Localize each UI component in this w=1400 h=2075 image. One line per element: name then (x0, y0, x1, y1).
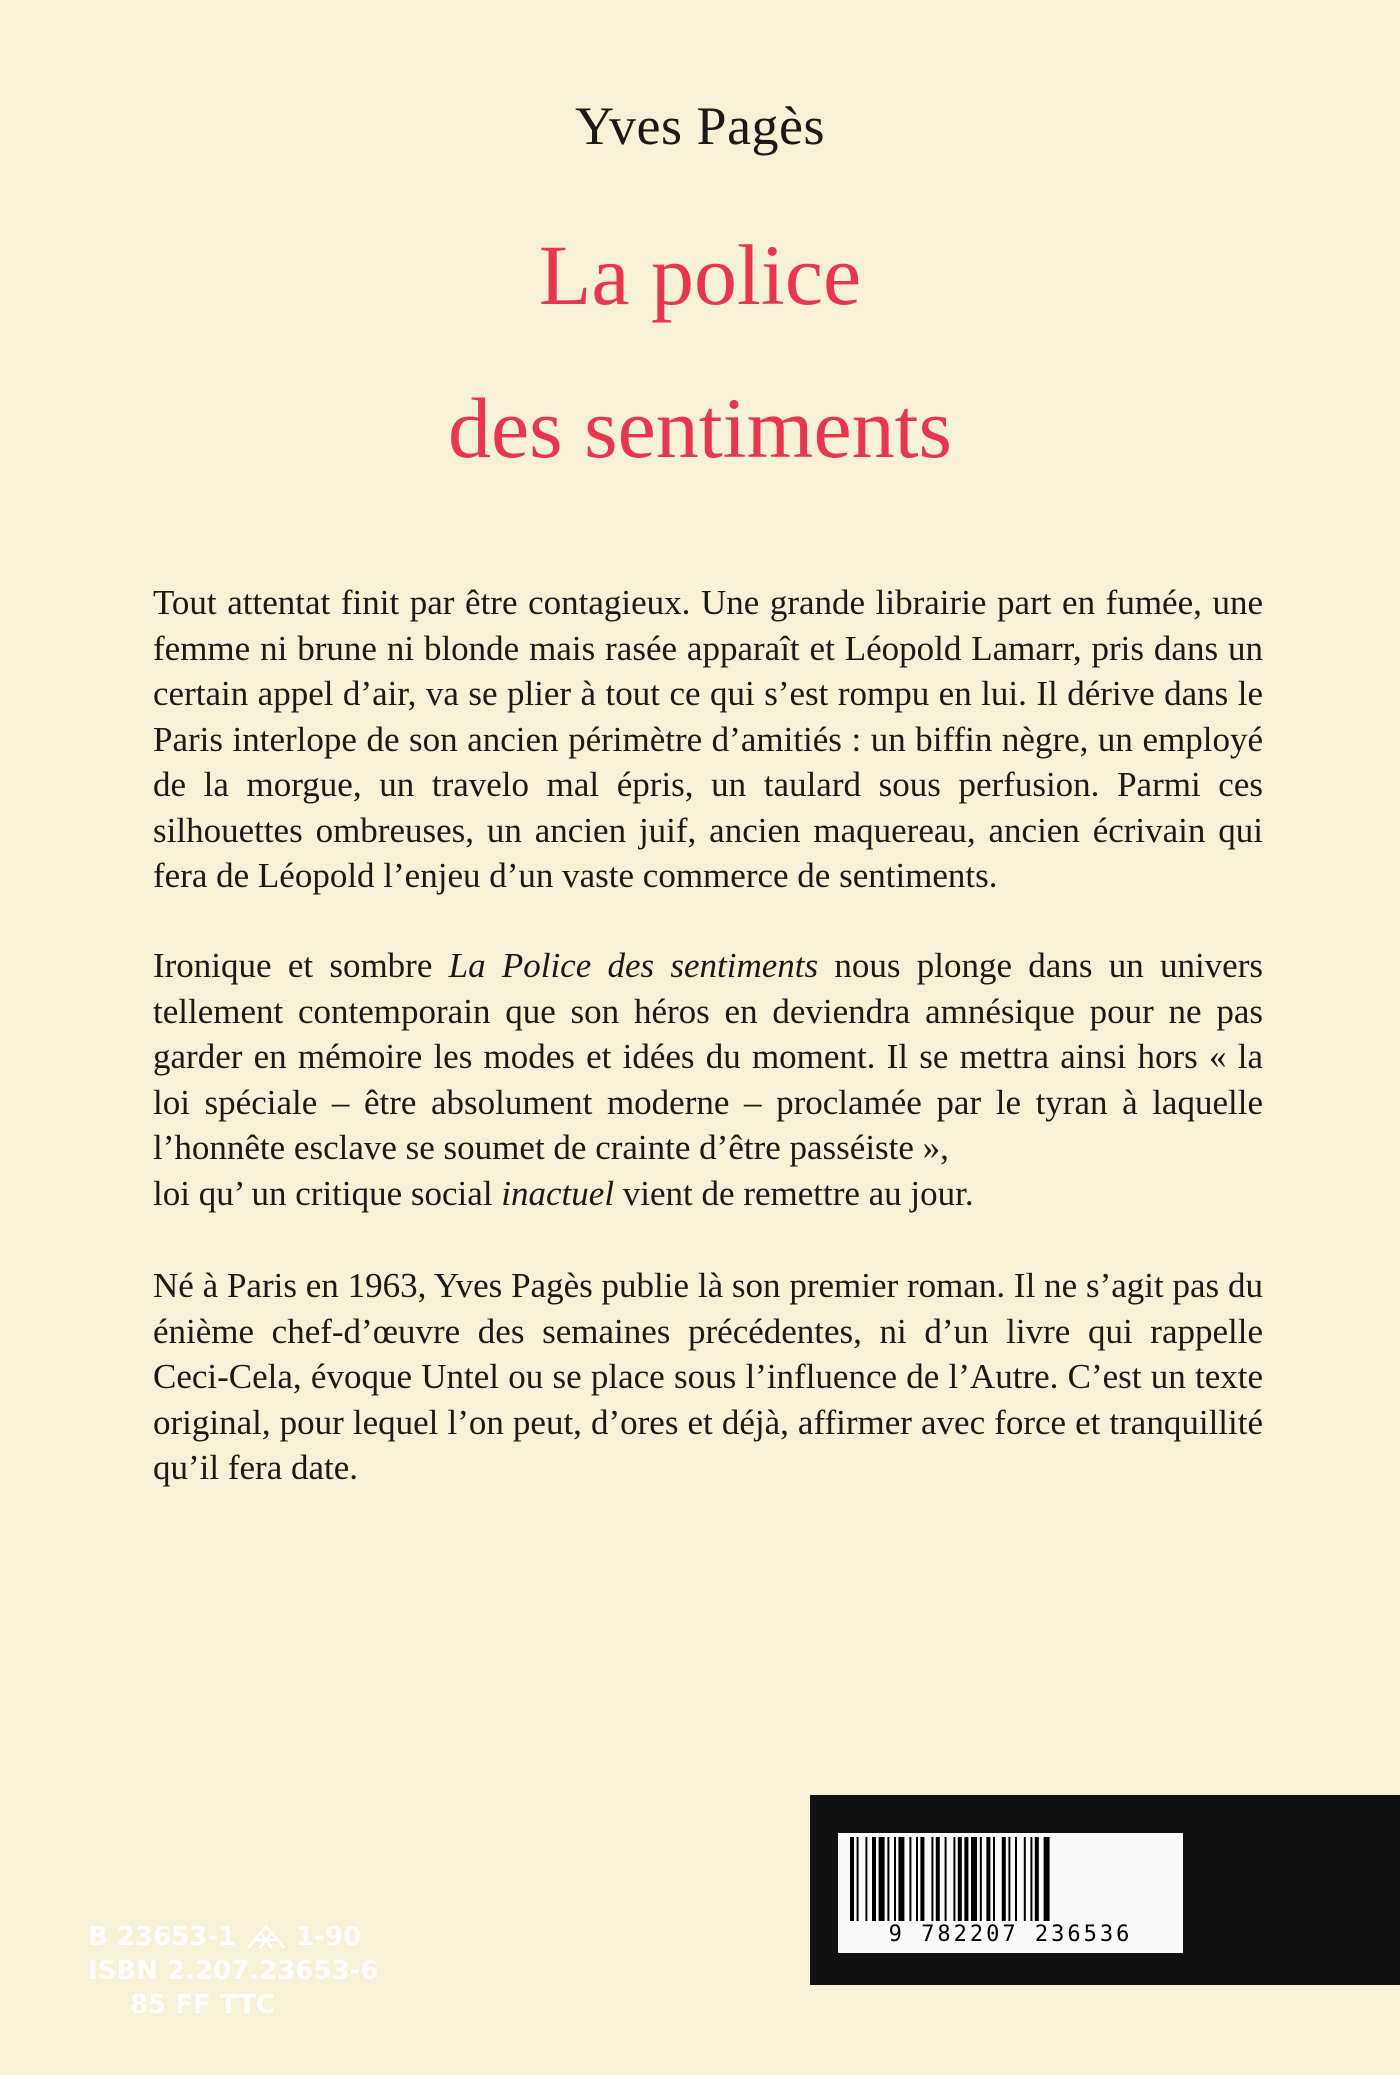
blurb-paragraph-1 (153, 580, 1263, 899)
barcode-panel (810, 1795, 1400, 1985)
barcode-digits: 9 782207 236536 (888, 1922, 1133, 1947)
date-code: 1-90 (296, 1922, 362, 1952)
barcode-bars-icon (838, 1833, 1183, 1925)
blurb-paragraph-2 (153, 943, 1263, 1216)
book-title-line-1: La police (538, 227, 862, 323)
price: 85 FF TTC (130, 1990, 275, 2020)
book-title-line-2: des sentiments (448, 380, 952, 476)
barcode (838, 1833, 1183, 1953)
book-codes (88, 1920, 408, 2022)
code-row-ref (88, 1920, 408, 1954)
author-name: Yves Pagès (574, 96, 826, 156)
blurb-word-italic: inactuel (501, 1173, 615, 1213)
blurb-text-2-last (153, 1171, 1263, 1217)
blurb-text-1: Tout attentat finit par être contagieux. Une grande librairie part en fumée, une femme ni brune ni blonde mais rasée apparaît et Léopold Lamarr, pris dans un certain appel d’air, va se plier à tout ce qui s’est rompu en lui. Il dérive dans le Paris interlope de son ancien périmètre d’amitiés : un biffin nègre, un employé de la morgue, un travelo mal épris, un taulard sous perfusion. Parmi ces silhouettes ombreuses, un ancien juif, ancien maquereau, ancien écrivain qui fera de Léopold l’enjeu d’un vaste commerce de sentiments. (153, 583, 1263, 895)
blurb-text-2d: vient de remettre au jour. (614, 1173, 974, 1213)
blurb-book-title-italic: La Police des sentiments (448, 946, 819, 985)
reference-code: B 23653-1 (88, 1922, 237, 1952)
blurb-text-2a: Ironique et sombre (153, 946, 449, 985)
publisher-logo-icon (244, 1922, 288, 1952)
blurb-text-2b: nous plonge dans un univers tellement contemporain que son héros en deviendra amnésique pour ne pas garder en mémoire les modes et idées du moment. Il se mettra ainsi hors « la loi spéciale – être absolument moderne – proclamée par le tyran à laquelle l’honnête esclave se soumet de crainte d’être passéiste », (153, 946, 1263, 1167)
blurb-paragraph-3 (153, 1263, 1263, 1491)
blurb-text-2c: loi qu’ un critique social (153, 1173, 502, 1213)
isbn: ISBN 2.207.23653-6 (88, 1956, 379, 1986)
blurb-text-2 (153, 943, 1263, 1171)
blurb-text-3: Né à Paris en 1963, Yves Pagès publie là son premier roman. Il ne s’agit pas du énième chef-d’œuvre des semaines précédentes, ni d’un livre qui rappelle Ceci-Cela, évoque Untel ou se place sous l’influence de l’Autre. C’est un texte original, pour lequel l’on peut, d’ores et déjà, affirmer avec force et tranquillité qu’il fera date. (153, 1266, 1263, 1487)
